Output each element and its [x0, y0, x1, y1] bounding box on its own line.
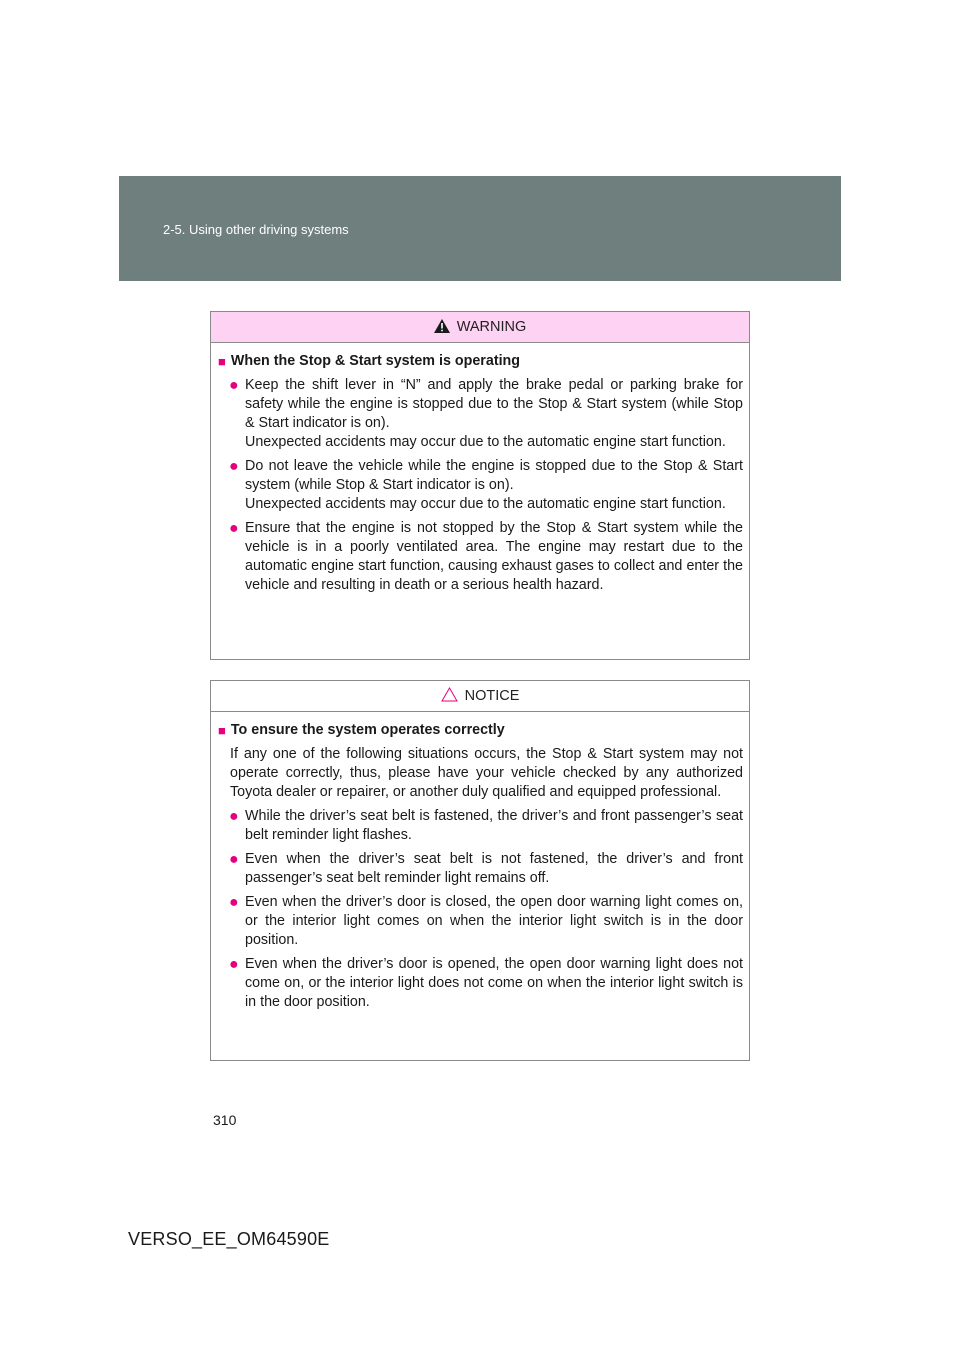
notice-title: NOTICE — [464, 688, 520, 704]
warning-item-text: Ensure that the engine is not stopped by the Stop & Start system while the vehicle is in a poorly ventilated area. The engine may restart due to the automatic engine start function, causing exhaust gases to collect and enter the vehicle and resulting in death or a serious health hazard. — [245, 520, 743, 593]
section-title: 2-5. Using other driving systems — [163, 222, 349, 237]
notice-box — [210, 680, 750, 1061]
warning-title: WARNING — [456, 319, 527, 335]
document-code: VERSO_EE_OM64590E — [128, 1229, 330, 1249]
notice-subhead — [218, 721, 743, 740]
warning-item-text: Do not leave the vehicle while the engine is stopped due to the Stop & Start system (while Stop & Start indicator is on). — [245, 458, 743, 493]
warning-body — [211, 343, 749, 595]
notice-intro: If any one of the following situations occurs, the Stop & Start system may not operate correctly, thus, please have your vehicle checked by any authorized Toyota dealer or repairer, or another duly qualified and equipped professional. — [230, 746, 743, 800]
notice-item-text: Even when the driver’s door is closed, the open door warning light comes on, or the interior light comes on when the interior light switch is in the door position. — [245, 894, 743, 948]
notice-item — [218, 893, 743, 950]
notice-item-text: While the driver’s seat belt is fastened, the driver’s and front passenger’s seat belt reminder light flashes. — [245, 808, 743, 843]
notice-body — [211, 712, 749, 1012]
warning-item-text: Unexpected accidents may occur due to the automatic engine start function. — [245, 434, 726, 450]
notice-triangle-icon — [441, 687, 458, 702]
circle-bullet-icon: ● — [229, 851, 239, 868]
circle-bullet-icon: ● — [229, 894, 239, 911]
warning-subhead — [218, 352, 743, 371]
notice-item — [218, 850, 743, 888]
circle-bullet-icon: ● — [229, 520, 239, 537]
warning-subhead-text: When the Stop & Start system is operating — [230, 353, 521, 369]
notice-item-text: Even when the driver’s door is opened, the open door warning light does not come on, or the interior light does not come on when the interior light switch is in the door position. — [245, 956, 743, 1010]
notice-subhead-text: To ensure the system operates correctly — [230, 722, 505, 738]
warning-item-text: Keep the shift lever in “N” and apply the brake pedal or parking brake for safety while the engine is stopped due to the Stop & Start system (while Stop & Start indicator is on). — [245, 377, 743, 431]
notice-item — [218, 807, 743, 845]
notice-item — [218, 955, 743, 1012]
warning-item-text: Unexpected accidents may occur due to the automatic engine start function. — [245, 496, 726, 512]
header-band — [119, 176, 841, 281]
page-number: 310 — [213, 1112, 237, 1128]
circle-bullet-icon: ● — [229, 808, 239, 825]
notice-header — [211, 681, 749, 712]
warning-header — [211, 312, 749, 343]
warning-item — [218, 376, 743, 452]
warning-item — [218, 457, 743, 514]
warning-triangle-icon — [434, 319, 450, 333]
warning-box — [210, 311, 750, 660]
notice-item-text: Even when the driver’s seat belt is not fastened, the driver’s and front passenger’s seat belt reminder light remains off. — [245, 851, 743, 886]
warning-item — [218, 519, 743, 595]
circle-bullet-icon: ● — [229, 377, 239, 394]
circle-bullet-icon: ● — [229, 458, 239, 475]
square-marker-icon: ■ — [218, 354, 226, 369]
square-marker-icon: ■ — [218, 723, 226, 738]
circle-bullet-icon: ● — [229, 956, 239, 973]
